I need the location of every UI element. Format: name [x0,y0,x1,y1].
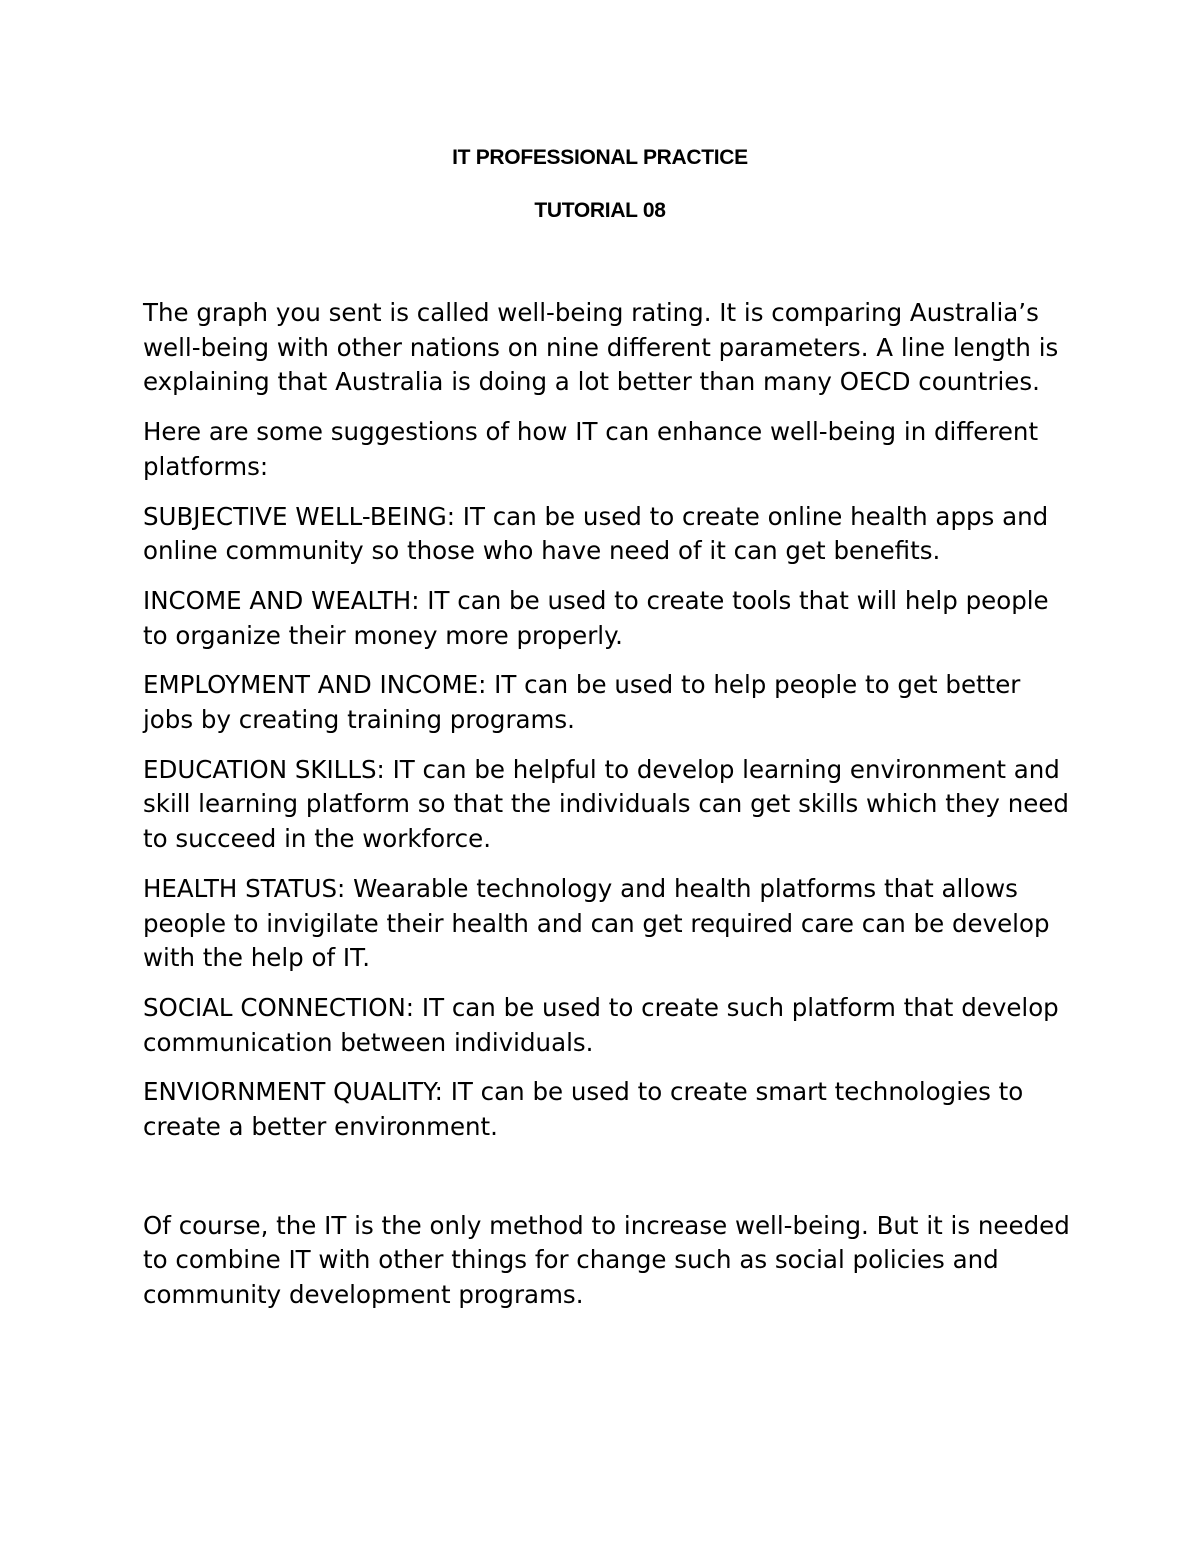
health-status-paragraph: HEALTH STATUS: Wearable technology and health platforms that allows people to invigilate their health and can get required care can be develop with the help of IT. [143,873,1050,973]
income-and-wealth-paragraph: INCOME AND WEALTH: IT can be used to create tools that will help people to organize their money more properly. [143,585,1049,650]
document-body [143,296,1073,1328]
employment-and-income-paragraph: EMPLOYMENT AND INCOME: IT can be used to help people to get better jobs by creating training programs. [143,670,1021,735]
environment-quality-paragraph: ENVIORNMENT QUALITY: IT can be used to create smart technologies to create a better environment. [143,1077,1024,1142]
conclusion-paragraph: Of course, the IT is the only method to increase well-being. But it is needed to combine IT with other things for change such as social policies and community development programs. [143,1210,1070,1310]
social-connection-paragraph: SOCIAL CONNECTION: IT can be used to create such platform that develop communication between individuals. [143,992,1059,1057]
document-subtitle: TUTORIAL 08 [534,199,666,222]
suggestions-intro-paragraph: Here are some suggestions of how IT can enhance well-being in different platforms: [143,417,1039,481]
education-skills-paragraph: EDUCATION SKILLS: IT can be helpful to develop learning environment and skill learning platform so that the individuals can get skills which they need to succeed in the workforce. [143,754,1069,854]
subjective-well-being-paragraph: SUBJECTIVE WELL-BEING: IT can be used to create online health apps and online community so those who have need of it can get benefits. [143,501,1049,566]
intro-paragraph: The graph you sent is called well-being rating. It is comparing Australia’s well-being with other nations on nine different parameters. A line length is explaining that Australia is doing a lot better than many OECD countries. [143,298,1059,397]
document-title: IT PROFESSIONAL PRACTICE [452,146,748,169]
